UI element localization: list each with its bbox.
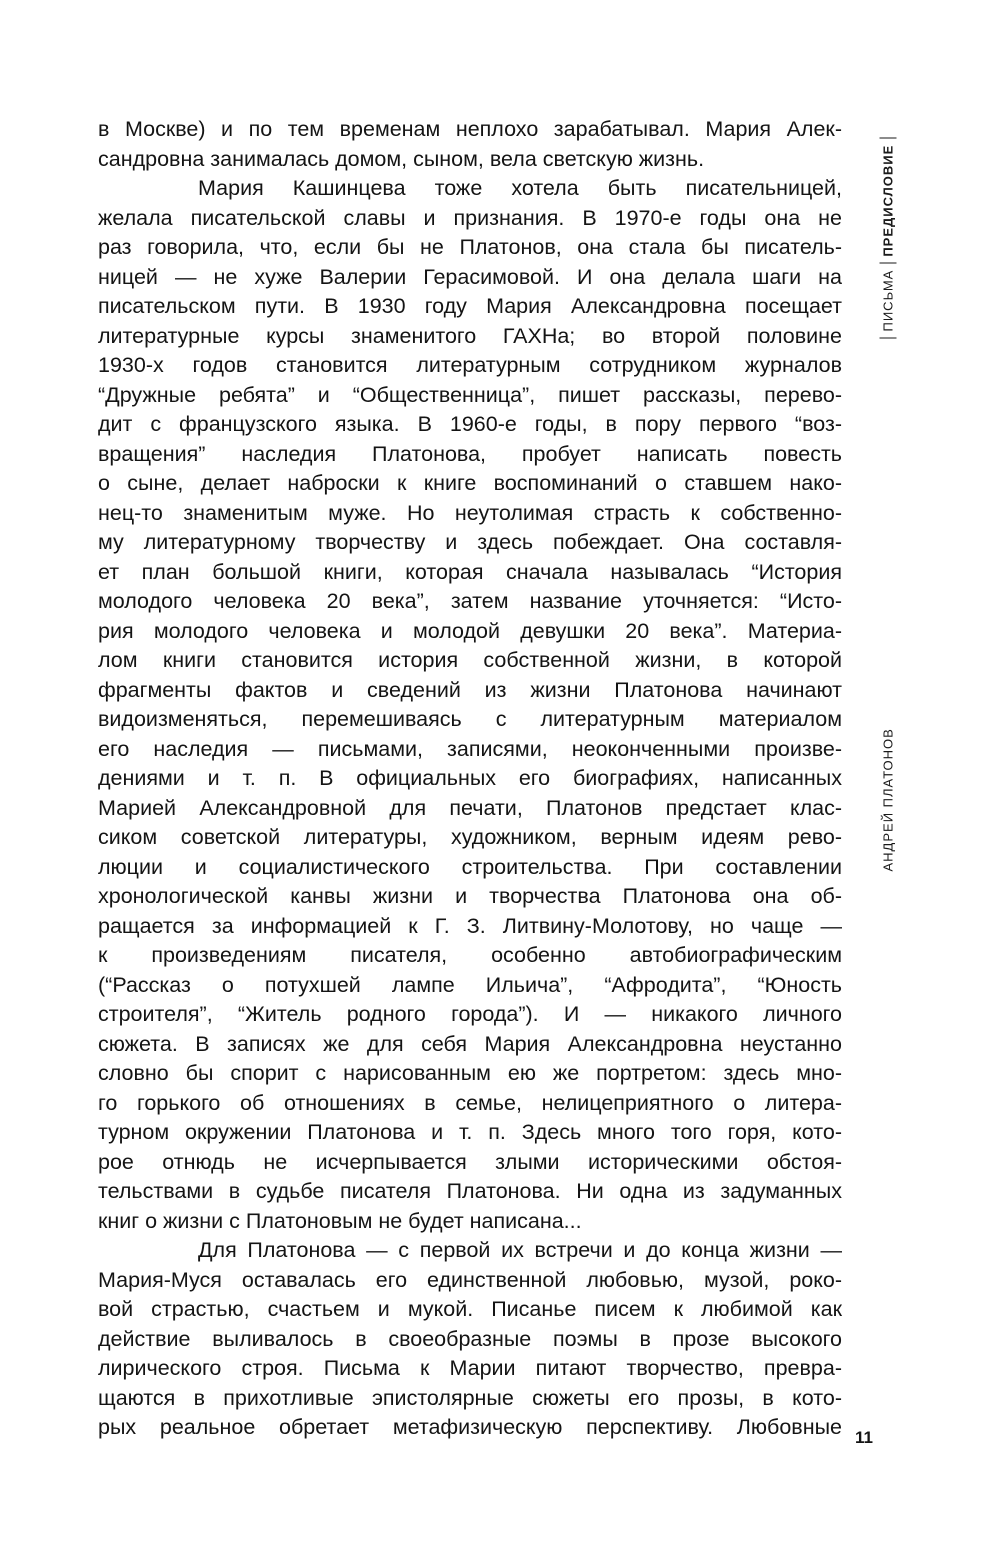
text-line: вой страстью, счастьем и мукой. Писанье писем к любимой как bbox=[98, 1297, 842, 1321]
text-line: вращения” наследия Платонова, пробует написать повесть bbox=[98, 441, 842, 466]
text-line: словно бы спорит с нарисованным ею же портретом: здесь мно- bbox=[98, 1061, 842, 1085]
text-line: ращается за информацией к Г. З. Литвину-Молотову, но чаще — bbox=[98, 913, 842, 938]
text-line: “Дружные ребята” и “Общественница”, пишет рассказы, перево- bbox=[98, 382, 842, 407]
text-line: фрагменты фактов и сведений из жизни Платонова начинают bbox=[98, 677, 842, 702]
running-header-section-text bbox=[880, 127, 897, 339]
text-line: хронологической канвы жизни и творчества Платонова она об- bbox=[98, 884, 842, 908]
text-line: 1930-х годов становится литературным сотрудником журналов bbox=[98, 353, 842, 377]
text-line: тельствами в судьбе писателя Платонова. Ни одна из задуманных bbox=[98, 1179, 842, 1203]
text-line: люции и социалистического строительства. При составлении bbox=[98, 854, 842, 879]
text-line: литературные курсы знаменитого ГАХНа; во второй половине bbox=[98, 323, 842, 348]
text-line: дениями и т. п. В официальных его биографиях, написанных bbox=[98, 766, 842, 790]
text-line: ницей — не хуже Валерии Герасимовой. И она делала шаги на bbox=[98, 264, 842, 289]
text-line: рия молодого человека и молодой девушки 20 века”. Материа- bbox=[98, 618, 842, 643]
text-line: Марией Александровной для печати, Платонов предстает клас- bbox=[98, 795, 842, 820]
text-line: дит с французского языка. В 1960-е годы, в пору первого “воз- bbox=[98, 412, 842, 436]
text-line: рое отнюдь не исчерпывается злыми историческими обстоя- bbox=[98, 1149, 842, 1174]
text-line: (“Рассказ о потухшей лампе Ильича”, “Афродита”, “Юность bbox=[98, 972, 842, 997]
text-line: строителя”, “Житель родного города”). И — никакого личного bbox=[98, 1002, 842, 1026]
text-line: Мария Кашинцева тоже хотела быть писательницей, bbox=[198, 176, 842, 200]
text-line: писательском пути. В 1930 году Мария Александровна посещает bbox=[98, 294, 842, 318]
text-line: раз говорила, что, если бы не Платонов, она стала бы писатель- bbox=[98, 235, 842, 259]
text-line: книг о жизни с Платоновым не будет написана... bbox=[98, 1208, 582, 1233]
text-line: щаются в прихотливые эпистолярные сюжеты его прозы, в кото- bbox=[98, 1385, 842, 1410]
text-line: видоизменяться, перемешиваясь с литературным материалом bbox=[98, 707, 842, 731]
running-header-author bbox=[876, 718, 900, 888]
text-line: лом книги становится история собственной жизни, в которой bbox=[98, 648, 842, 672]
text-line: к произведениям писателя, особенно автобиографическим bbox=[98, 943, 842, 967]
text-line: сюжета. В записях же для себя Мария Александровна неустанно bbox=[98, 1031, 842, 1056]
body-text bbox=[98, 115, 842, 1443]
text-line: сандровна занималась домом, сыном, вела светскую жизнь. bbox=[98, 146, 705, 171]
divider-bar bbox=[880, 138, 897, 139]
divider-bar bbox=[880, 338, 897, 339]
text-line: Для Платонова — с первой их встречи и до конца жизни — bbox=[198, 1238, 842, 1262]
text-line: рых реальное обретает метафизическую перспективу. Любовные bbox=[98, 1415, 842, 1439]
text-line: нец-то знаменитым муже. Но неутолимая страсть к собственно- bbox=[98, 500, 842, 525]
text-line: турном окружении Платонова и т. п. Здесь много того горя, кото- bbox=[98, 1120, 842, 1144]
text-line: желала писательской славы и признания. В 1970-е годы она не bbox=[98, 205, 842, 230]
text-line: ет план большой книги, которая сначала называлась “История bbox=[98, 559, 842, 584]
running-header-author-text bbox=[880, 724, 897, 878]
divider-bar bbox=[880, 263, 897, 264]
running-header-current-section: ПРЕДИСЛОВИЕ bbox=[880, 144, 896, 257]
text-line: в Москве) и по тем временам неплохо зарабатывал. Мария Алек- bbox=[98, 117, 842, 141]
text-line: лирического строя. Письма к Марии питают творчество, превра- bbox=[98, 1356, 842, 1380]
text-line: му литературному творчеству и здесь побеждает. Она составля- bbox=[98, 530, 842, 554]
text-line: о сыне, делает наброски к книге воспоминаний о ставшем нако- bbox=[98, 471, 842, 495]
text-line: его наследия — письмами, записями, неоконченными произве- bbox=[98, 736, 842, 761]
text-line: Мария-Муся оставалась его единственной любовью, музой, роко- bbox=[98, 1267, 842, 1292]
text-line: сиком советской литературы, художником, верным идеям рево- bbox=[98, 825, 842, 849]
text-line: действие выливалось в своеобразные поэмы в прозе высокого bbox=[98, 1326, 842, 1351]
running-header-section bbox=[876, 120, 900, 350]
text-line: молодого человека 20 века”, затем название уточняется: “Исто- bbox=[98, 589, 842, 613]
page-number: 11 bbox=[855, 1428, 873, 1447]
text-line: го горького об отношениях в семье, нелицеприятного о литера- bbox=[98, 1090, 842, 1115]
running-header-letters: ПИСЬМА bbox=[880, 269, 896, 332]
running-header-author-name: АНДРЕЙ ПЛАТОНОВ bbox=[880, 728, 896, 872]
